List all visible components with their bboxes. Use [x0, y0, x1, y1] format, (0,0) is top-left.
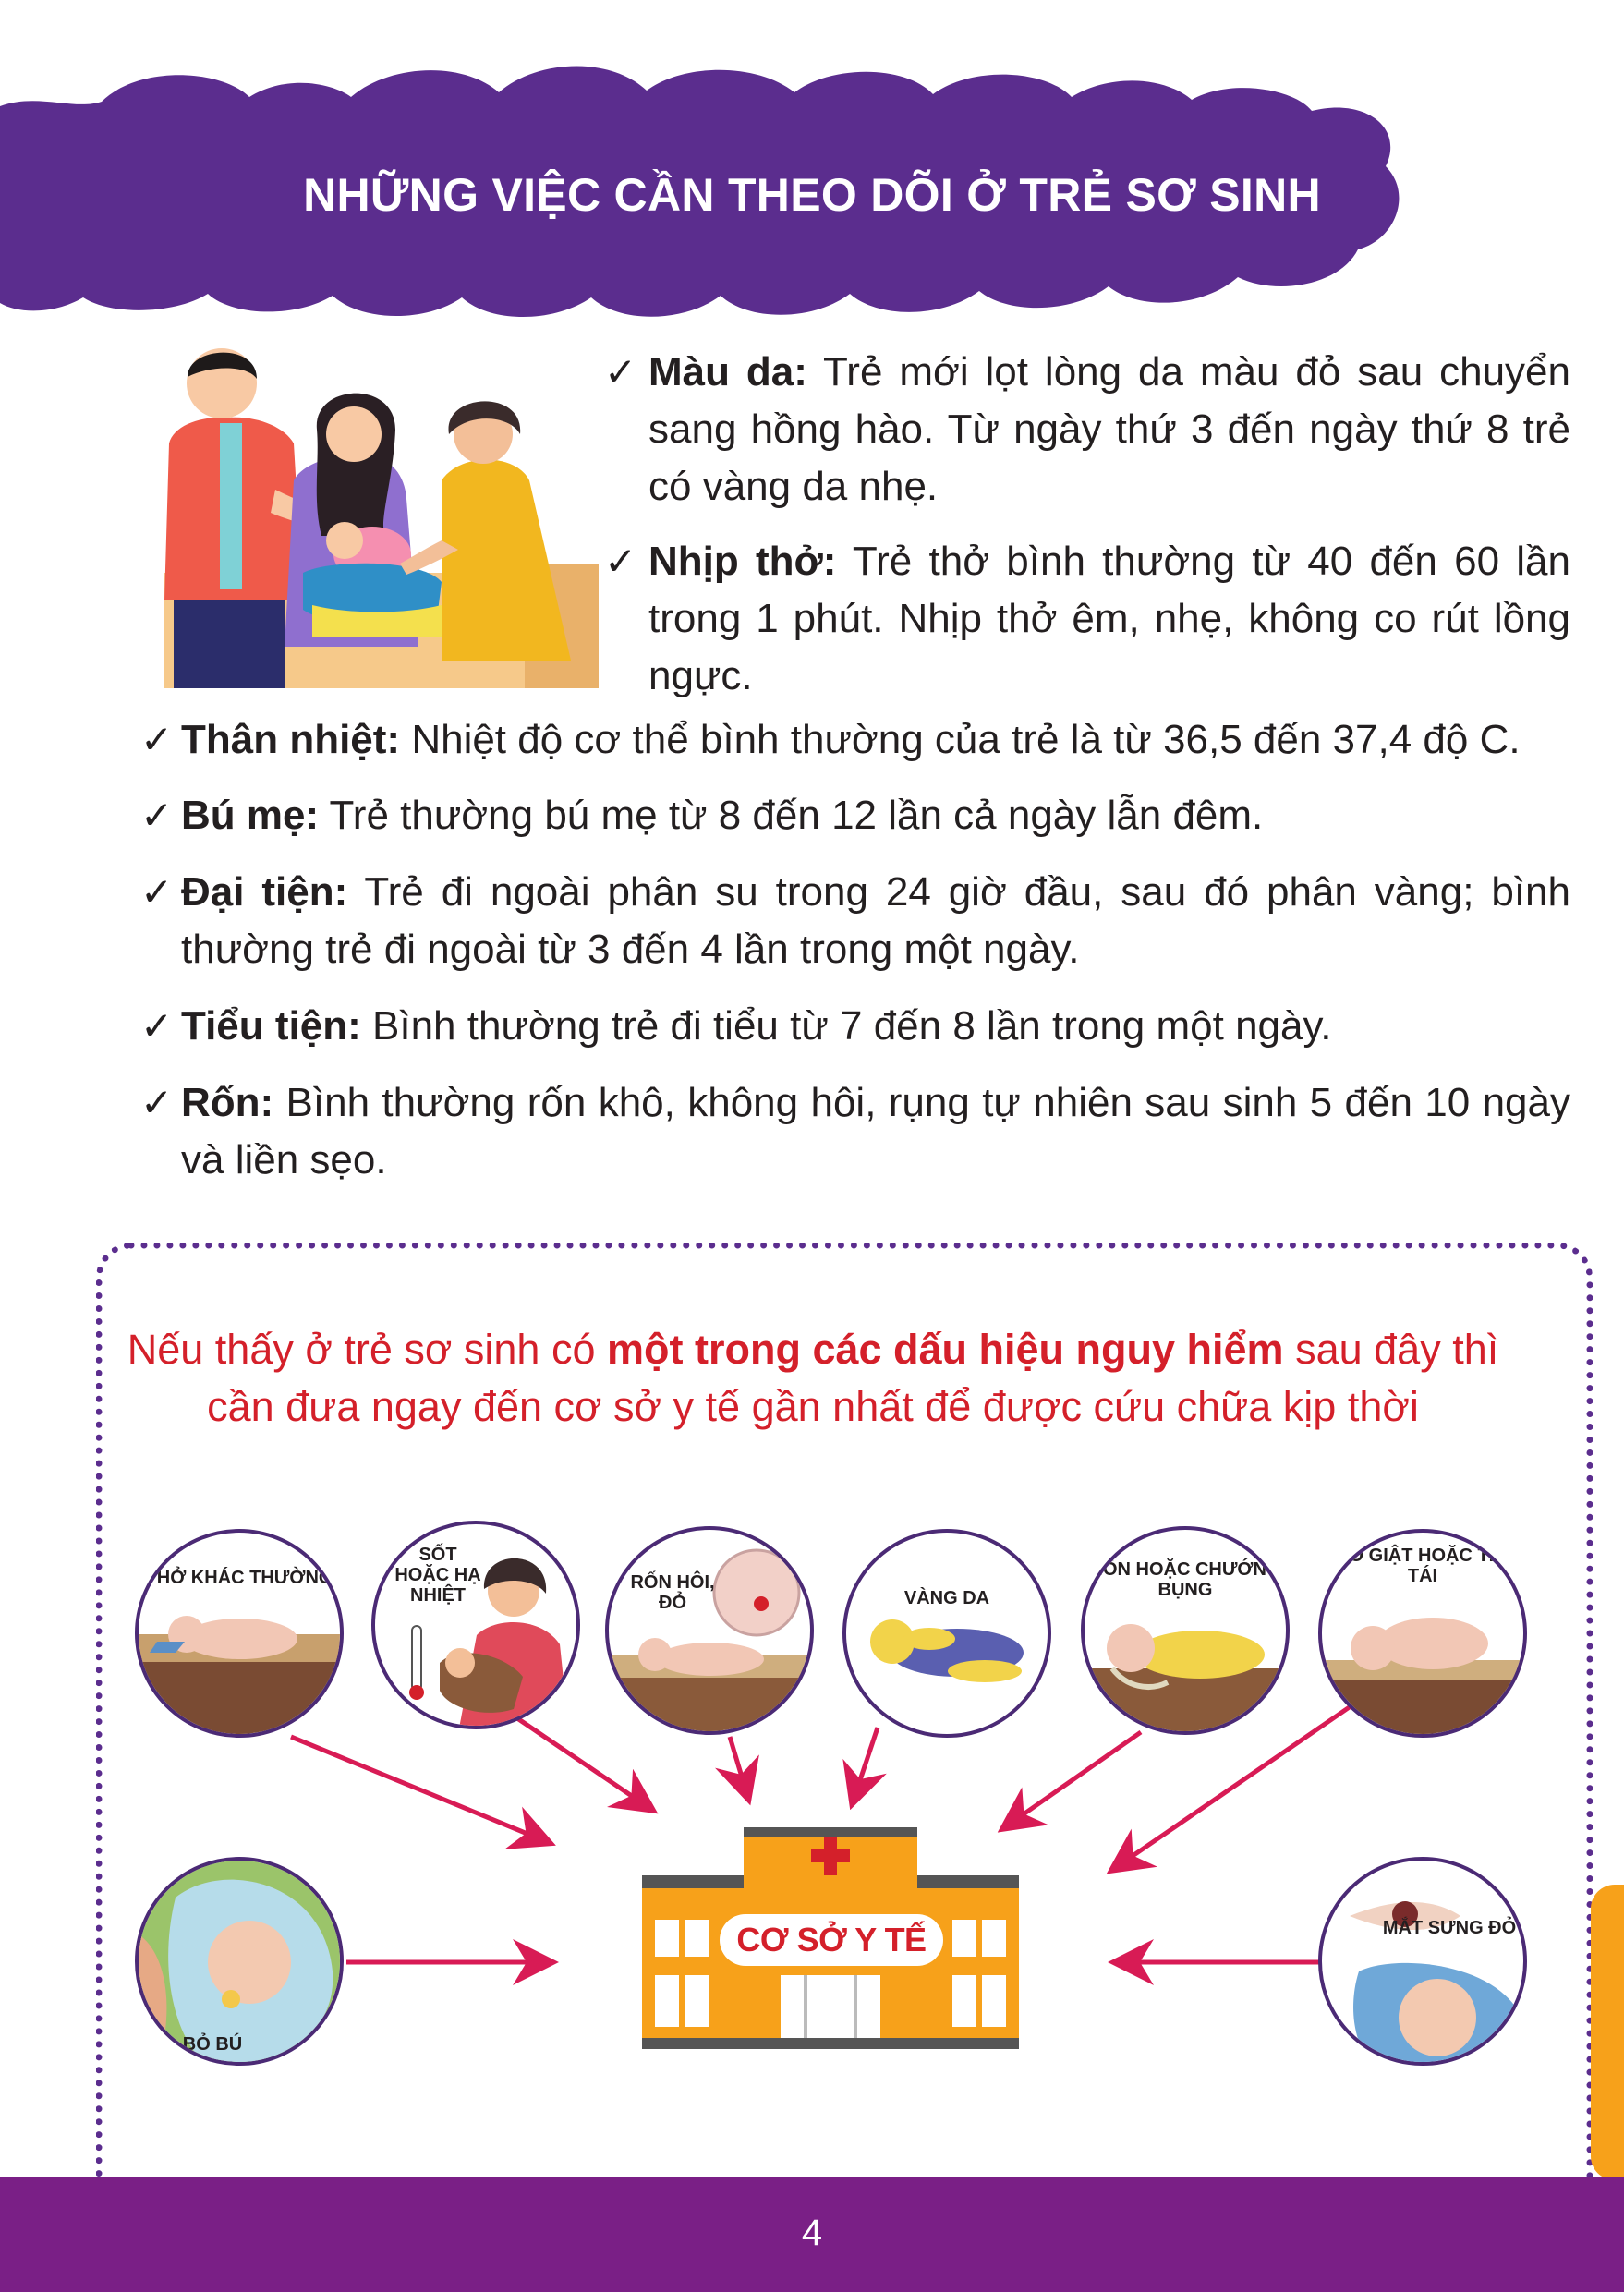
sign-label: THỞ KHÁC THƯỜNG — [145, 1568, 333, 1588]
check-label: Đại tiện: — [181, 869, 348, 915]
check-mark-icon: ✓ — [140, 870, 174, 914]
check-text: Trẻ thường bú mẹ từ 8 đến 12 lần cả ngày lẫn đêm. — [319, 793, 1264, 838]
check-text: Nhiệt độ cơ thể bình thường của trẻ là từ 36,5 đến 37,4 độ C. — [400, 717, 1521, 762]
family-breastfeeding-illustration — [164, 342, 599, 688]
sign-red-eyes — [1318, 1857, 1527, 2066]
intro-before: Nếu thấy ở trẻ sơ sinh có — [127, 1326, 607, 1373]
check-text: Trẻ đi ngoài phân su trong 24 giờ đầu, sau đó phân vàng; bình thường trẻ đi ngoài từ 3 đến 4 lần trong một ngày. — [181, 869, 1571, 972]
check-label: Nhịp thở: — [648, 539, 837, 584]
sign-label: VÀNG DA — [903, 1588, 990, 1608]
check-label: Bú mẹ: — [181, 793, 320, 838]
check-item-body-temperature — [140, 711, 1570, 769]
check-item-breathing — [604, 533, 1570, 705]
sign-fever — [371, 1521, 580, 1729]
check-item-urination — [140, 998, 1570, 1055]
sign-label: BỎ BÚ — [182, 2034, 243, 2055]
check-label: Thân nhiệt: — [181, 717, 401, 762]
sign-vomiting — [1081, 1526, 1290, 1735]
breathing-baby-icon — [139, 1533, 344, 1738]
sign-label: SỐT HOẶC HẠ NHIỆT — [394, 1545, 481, 1606]
check-item-umbilical-cord — [140, 1074, 1570, 1189]
intro-after: sau đây thì cần đưa ngay đến cơ sở y tế gần nhất để được cứu chữa kịp thời — [207, 1326, 1499, 1430]
check-text: Bình thường rốn khô, không hôi, rụng tự nhiên sau sinh 5 đến 10 ngày và liền sẹo. — [181, 1080, 1570, 1182]
check-item-breastfeeding — [140, 787, 1570, 844]
check-item-skin-color — [604, 344, 1570, 515]
check-mark-icon: ✓ — [140, 1004, 174, 1048]
check-label: Màu da: — [648, 349, 807, 394]
sign-breathing — [135, 1529, 344, 1738]
sign-refuse-feeding — [135, 1857, 344, 2066]
sign-label: RỐN HÔI, ĐỎ — [630, 1572, 715, 1613]
sign-label: CO GIẬT HOẶC TÍM TÁI — [1336, 1546, 1509, 1586]
check-mark-icon: ✓ — [604, 350, 637, 394]
check-label: Rốn: — [181, 1080, 274, 1125]
check-text: Bình thường trẻ đi tiểu từ 7 đến 8 lần trong một ngày. — [360, 1003, 1332, 1049]
jaundice-baby-icon — [846, 1533, 1051, 1738]
facility-label: CƠ SỞ Y TẾ — [720, 1914, 943, 1966]
check-mark-icon: ✓ — [140, 1081, 174, 1124]
sign-convulsion — [1318, 1529, 1527, 1738]
check-item-bowel — [140, 864, 1570, 978]
sign-label: MẮT SƯNG ĐỎ — [1382, 1918, 1517, 1938]
side-tab — [1591, 1885, 1624, 2180]
check-mark-icon: ✓ — [140, 718, 174, 761]
danger-intro-text — [102, 1321, 1524, 1436]
check-label: Tiểu tiện: — [181, 1003, 361, 1049]
check-mark-icon: ✓ — [140, 794, 174, 837]
check-mark-icon: ✓ — [604, 540, 637, 583]
red-eyes-baby-icon — [1322, 1861, 1527, 2066]
check-text: Trẻ thở bình thường từ 40 đến 60 lần trong 1 phút. Nhịp thở êm, nhẹ, không co rút lồng ngực. — [648, 539, 1570, 698]
sign-jaundice — [842, 1529, 1051, 1738]
sign-umbilical — [605, 1526, 814, 1735]
page-title: NHỮNG VIỆC CẦN THEO DÕI Ở TRẺ SƠ SINH — [303, 169, 1321, 221]
sign-label: NÔN HOẶC CHƯỚNG BỤNG — [1089, 1559, 1281, 1600]
intro-bold: một trong các dấu hiệu nguy hiểm — [607, 1326, 1284, 1373]
page-number: 4 — [801, 2213, 823, 2253]
check-text: Trẻ mới lọt lòng da màu đỏ sau chuyển sang hồng hào. Từ ngày thứ 3 đến ngày thứ 8 trẻ có vàng da nhẹ. — [648, 349, 1570, 509]
umbilical-baby-icon — [609, 1530, 814, 1735]
